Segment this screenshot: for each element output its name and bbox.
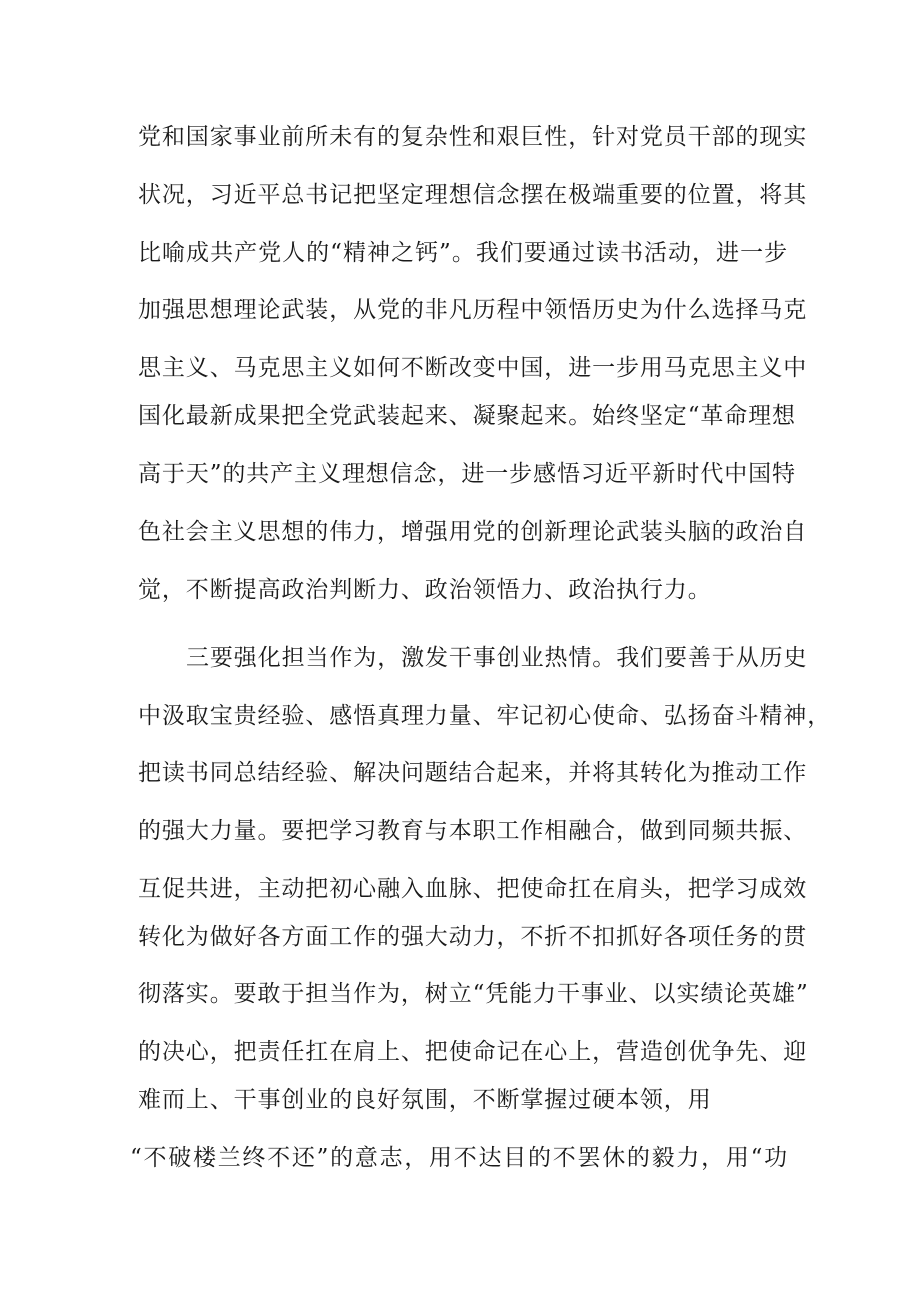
text-line-6: 国化最新成果把全党武装起来、凝聚起来。始终坚定“革命理想: [138, 403, 796, 429]
text-line-15: 转化为做好各方面工作的强大动力，不折不扣抓好各项任务的贯: [138, 924, 808, 950]
text-line-11: 中汲取宝贵经验、感悟真理力量、牢记初心使命、弘扬奋斗精神，: [138, 703, 832, 729]
text-line-7: 高于天”的共产主义理想信念，进一步感悟习近平新时代中国特: [138, 461, 796, 487]
text-line-10: 三要强化担当作为，激发干事创业热情。我们要善于从历史: [186, 645, 808, 671]
text-line-5: 思主义、马克思主义如何不断改变中国，进一步用马克思主义中: [138, 355, 808, 381]
text-line-13: 的强大力量。要把学习教育与本职工作相融合，做到同频共振、: [138, 818, 808, 844]
text-line-8: 色社会主义思想的伟力，增强用党的创新理论武装头脑的政治自: [138, 519, 808, 545]
text-line-12: 把读书同总结经验、解决问题结合起来，并将其转化为推动工作: [138, 760, 808, 786]
text-line-2: 状况，习近平总书记把坚定理想信念摆在极端重要的位置，将其: [138, 182, 808, 208]
text-line-19: “不破楼兰终不还”的意志，用不达目的不罢休的毅力，用“功: [130, 1145, 788, 1171]
text-line-3: 比喻成共产党人的“精神之钙”。我们要通过读书活动，进一步: [138, 240, 788, 266]
text-line-1: 党和国家事业前所未有的复杂性和艰巨性，针对党员干部的现实: [138, 124, 808, 150]
text-line-17: 的决心，把责任扛在肩上、把使命记在心上，营造创优争先、迎: [138, 1039, 808, 1065]
text-line-16: 彻落实。要敢于担当作为，树立“凭能力干事业、以实绩论英雄”: [138, 981, 809, 1007]
text-line-4: 加强思想理论武装，从党的非凡历程中领悟历史为什么选择马克: [138, 297, 808, 323]
text-line-9: 觉，不断提高政治判断力、政治领悟力、政治执行力。: [138, 577, 712, 603]
text-line-18: 难而上、干事创业的良好氛围，不断掌握过硬本领，用: [138, 1087, 712, 1113]
text-line-14: 互促共进，主动把初心融入血脉、把使命扛在肩头，把学习成效: [138, 876, 808, 902]
